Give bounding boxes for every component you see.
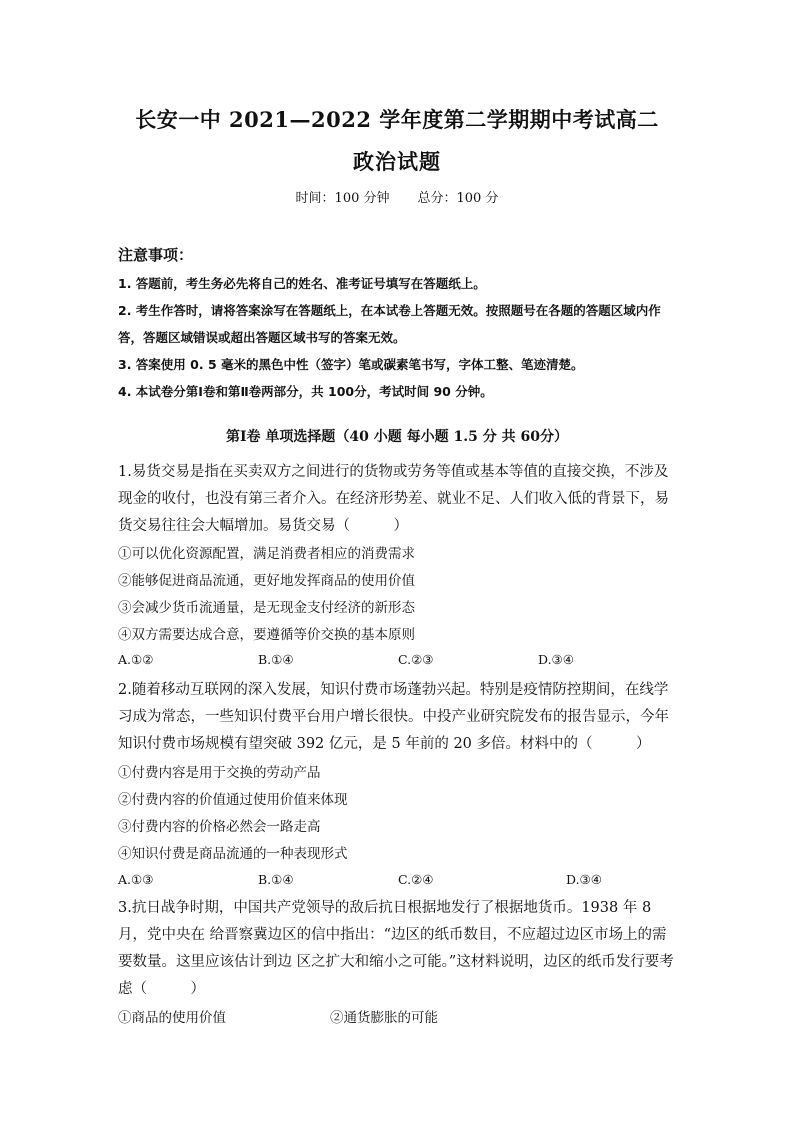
notice-item: 3. 答案使用 0. 5 毫米的黑色中性（签字）笔或碳素笔书写，字体工整、笔迹清楚。 bbox=[118, 357, 584, 372]
question-option: ③会减少货币流通量，是无现金支付经济的新形态 bbox=[118, 600, 415, 616]
exam-meta bbox=[0, 187, 794, 206]
answer-choice: D.③④ bbox=[566, 872, 602, 887]
question-option: ④知识付费是商品流通的一种表现形式 bbox=[118, 846, 348, 862]
answer-choice: B.①④ bbox=[258, 872, 294, 887]
exam-subject-title: 政治试题 bbox=[353, 149, 441, 174]
answer-choice: B.①④ bbox=[258, 652, 294, 667]
question-option: ④双方需要达成合意，要遵循等价交换的基本原则 bbox=[118, 627, 415, 643]
answer-choice: A.①③ bbox=[118, 872, 154, 887]
question-option: ②能够促进商品流通，更好地发挥商品的使用价值 bbox=[118, 573, 415, 589]
question-option: ②通货膨胀的可能 bbox=[330, 1010, 438, 1026]
question-stem: 1.易货交易是指在买卖双方之间进行的货物或劳务等值或基本等值的直接交换，不涉及现金的收付，也没有第三者介入。在经济形势差、就业不足、人们收入低的背景下，易货交易往往会大幅增加。易货交易（ ） bbox=[118, 464, 669, 534]
answer-choice: C.②③ bbox=[398, 652, 434, 667]
question-option: ①付费内容是用于交换的劳动产品 bbox=[118, 765, 321, 781]
question-stem: 2.随着移动互联网的深入发展，知识付费市场蓬勃兴起。特别是疫情防控期间，在线学习成为常态，一些知识付费平台用户增长很快。中投产业研究院发布的报告显示，今年知识付费市场规模有望突破 392 亿元，是 5 年前的 20 多倍。材料中的（ ） bbox=[118, 682, 669, 752]
section-title: 第Ⅰ卷 单项选择题（40 小题 每小题 1.5 分 共 60分） bbox=[226, 429, 568, 445]
notice-item: 4. 本试卷分第Ⅰ卷和第Ⅱ卷两部分，共 100分，考试时间 90 分钟。 bbox=[118, 384, 493, 399]
exam-total-score: 总分：100 分 bbox=[417, 191, 499, 206]
exam-time: 时间：100 分钟 bbox=[295, 191, 390, 206]
answer-choice: A.①② bbox=[118, 652, 154, 667]
answer-choice: C.②④ bbox=[398, 872, 434, 887]
notice-item: 1. 答题前，考生务必先将自己的姓名、准考证号填写在答题纸上。 bbox=[118, 276, 486, 291]
answer-choice: D.③④ bbox=[538, 652, 574, 667]
exam-title: 长安一中 2021—2022 学年度第二学期期中考试高二 bbox=[135, 107, 659, 132]
question-stem: 3.抗日战争时期，中国共产党领导的敌后抗日根据地发行了根据地货币。1938 年 8 月，党中央在 给晋察冀边区的信中指出：“边区的纸币数目，不应超过边区市场上的需要数量。这里应该估计到边 区之扩大和缩小之可能。”这材料说明，边区的纸币发行要考虑（ ） bbox=[118, 900, 674, 997]
question-option: ①可以优化资源配置，满足消费者相应的消费需求 bbox=[118, 546, 415, 562]
notice-heading: 注意事项： bbox=[118, 246, 194, 264]
question-option: ①商品的使用价值 bbox=[118, 1010, 226, 1026]
notice-item: 2. 考生作答时，请将答案涂写在答题纸上，在本试卷上答题无效。按照题号在各题的答题区域内作答，答题区域错误或超出答题区域书写的答案无效。 bbox=[118, 303, 661, 345]
question-option: ②付费内容的价值通过使用价值来体现 bbox=[118, 792, 348, 808]
question-option: ③付费内容的价格必然会一路走高 bbox=[118, 819, 321, 835]
